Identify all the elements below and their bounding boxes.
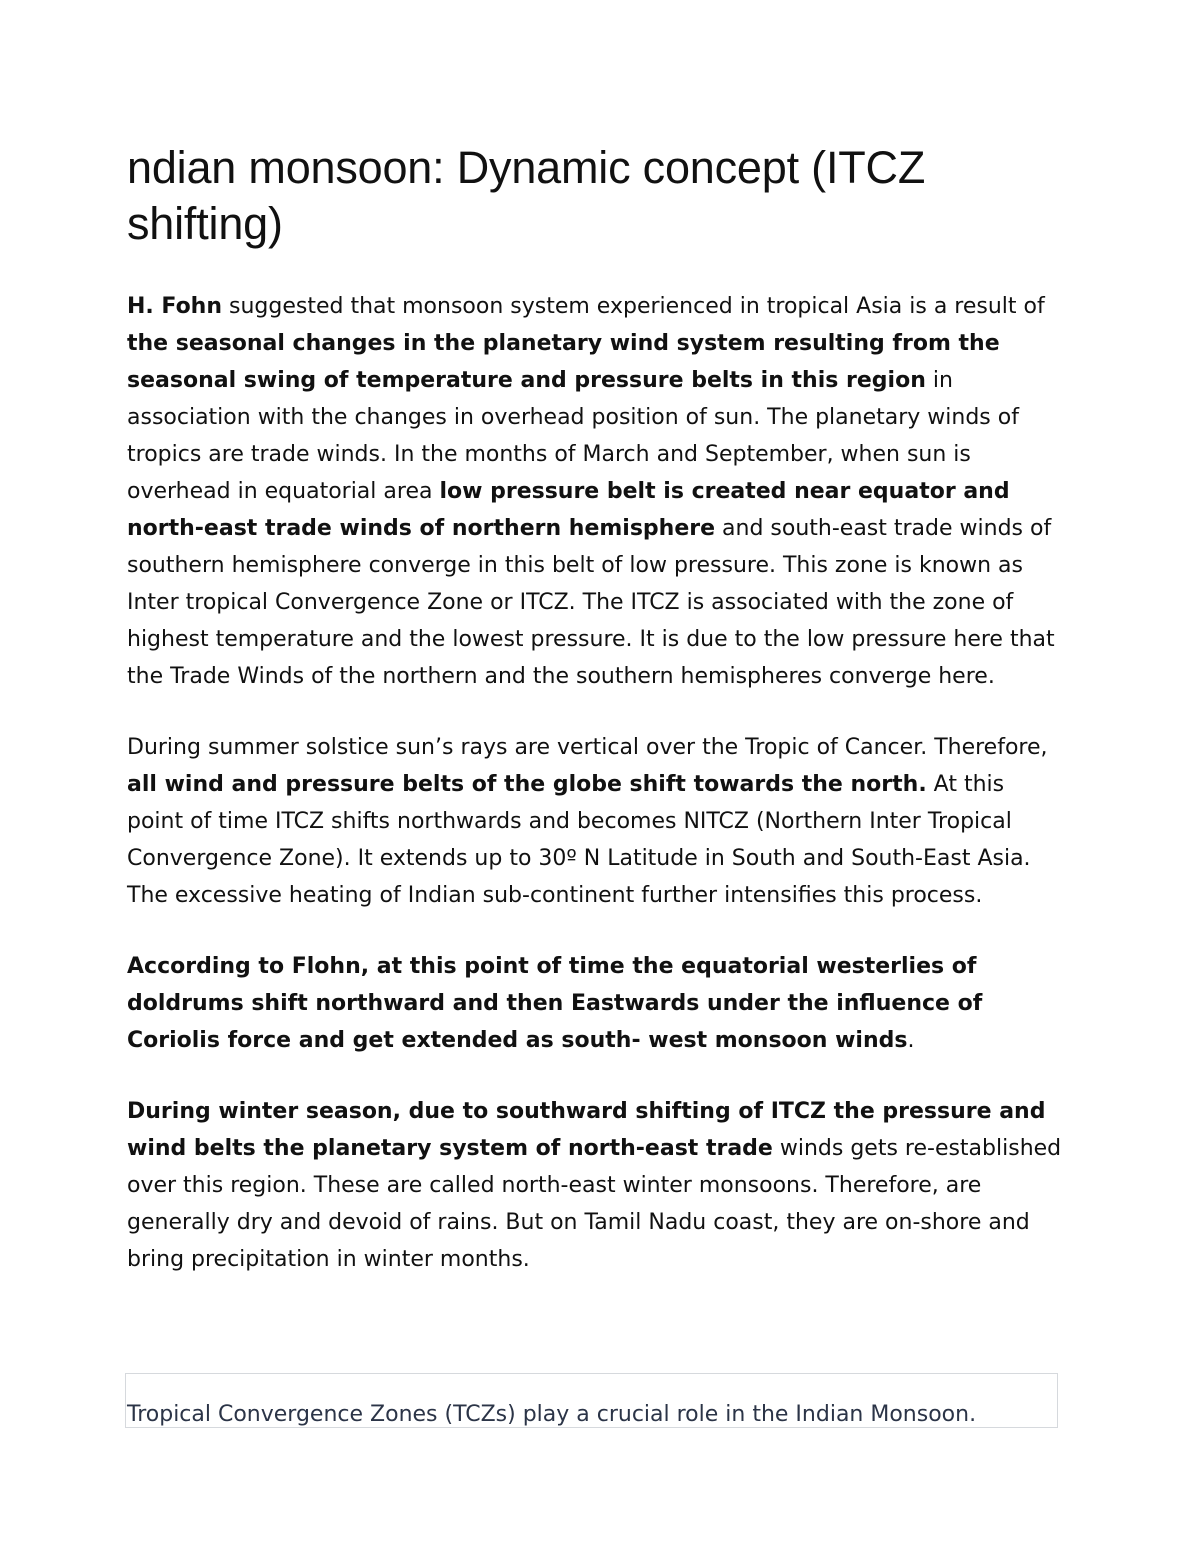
paragraph-flohn <box>127 948 1067 1059</box>
document-title: ndian monsoon: Dynamic concept (ITCZ shifting) <box>127 142 926 249</box>
text-segment: According to Flohn, at this point of time the equatorial westerlies of doldrums shift northward and then Eastwards under the influence of Coriolis force and get extended as south- west monsoon winds <box>127 954 983 1053</box>
text-segment: winds gets re-established over this region. These are called north-east winter monsoons. Therefore, are generally dry and devoid of rains. But on Tamil Nadu coast, they are on-shore and bring precipitation in winter months. <box>127 1136 1062 1272</box>
callout-box <box>125 1373 1058 1428</box>
text-segment: . <box>907 1028 915 1053</box>
text-segment: During winter season, due to southward shifting of ITCZ the pressure and wind belts the planetary system of north-east trade <box>127 1099 1046 1161</box>
callout-text: Tropical Convergence Zones (TCZs) play a crucial role in the Indian Monsoon. <box>127 1402 977 1427</box>
text-segment: suggested that monsoon system experienced in tropical Asia is a result of <box>222 294 1045 319</box>
text-segment: At this point of time ITCZ shifts northwards and becomes NITCZ (Northern Inter Tropical Convergence Zone). It extends up to 30º N Latitude in South and South-East Asia. The excessive heating of Indian sub-continent further intensifies this process. <box>127 772 1031 908</box>
text-segment: the seasonal changes in the planetary wind system resulting from the seasonal swing of temperature and pressure belts in this region <box>127 331 1000 393</box>
paragraph-summer-solstice <box>127 729 1067 914</box>
text-segment: H. Fohn <box>127 294 223 319</box>
paragraph-fohn-theory <box>127 288 1067 695</box>
paragraph-winter-season <box>127 1093 1067 1278</box>
document-page <box>127 140 1067 1312</box>
text-segment: low pressure belt is created near equator and north-east trade winds of northern hemisphere <box>127 479 1010 541</box>
text-segment: During summer solstice sun’s rays are vertical over the Tropic of Cancer. Therefore, <box>127 735 1048 760</box>
text-segment: all wind and pressure belts of the globe shift towards the north. <box>127 772 927 797</box>
text-segment: in association with the changes in overhead position of sun. The planetary winds of tropics are trade winds. In the months of March and September, when sun is overhead in equatorial area <box>127 368 1019 504</box>
text-segment: and south-east trade winds of southern hemisphere converge in this belt of low pressure. This zone is known as Inter tropical Convergence Zone or ITCZ. The ITCZ is associated with the zone of highest temperature and the lowest pressure. It is due to the low pressure here that the Trade Winds of the northern and the southern hemispheres converge here. <box>127 516 1055 689</box>
